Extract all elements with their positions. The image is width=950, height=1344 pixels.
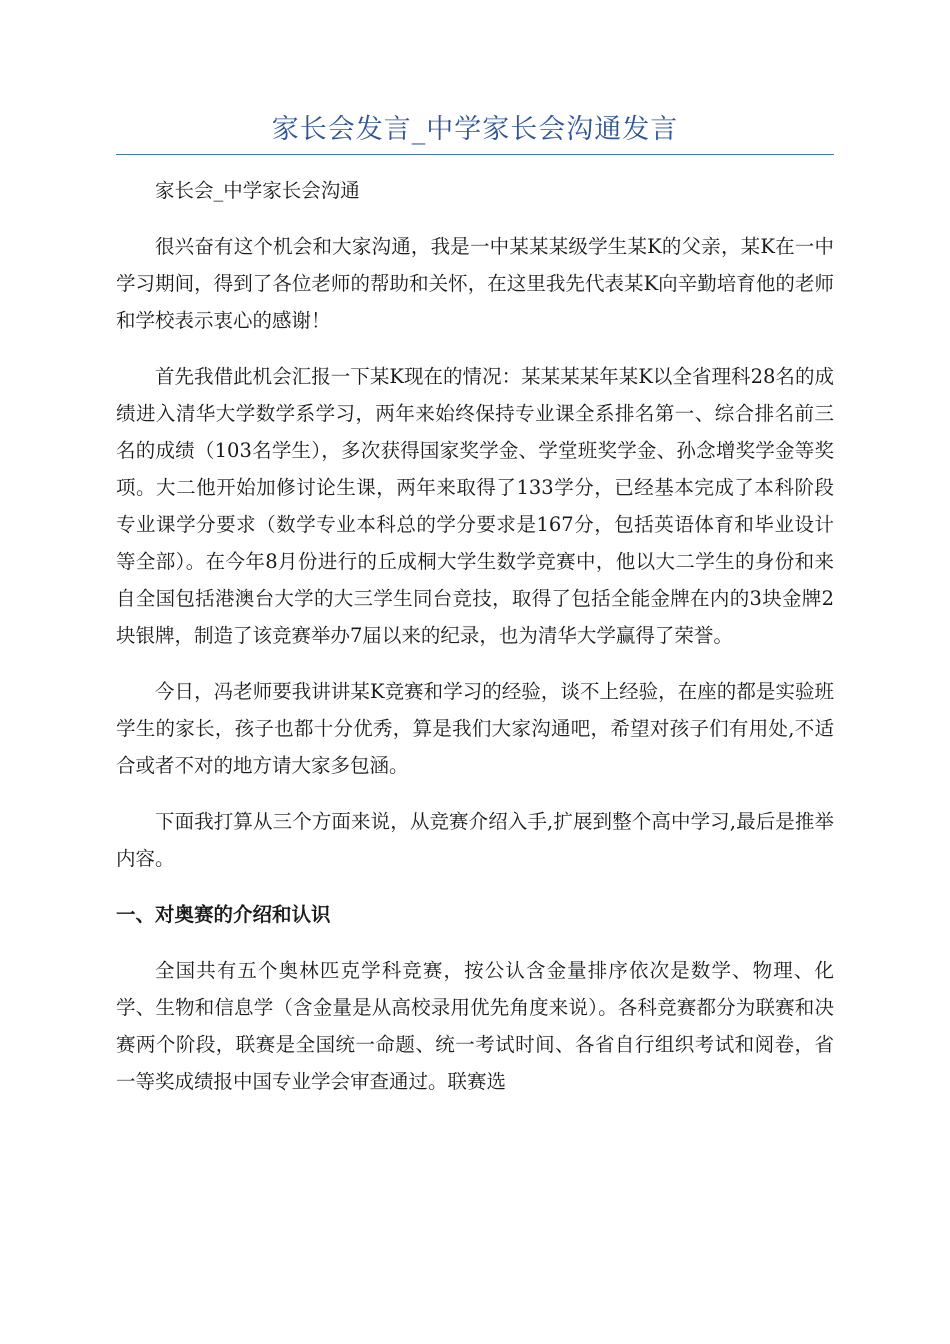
paragraph-experience: 今日，冯老师要我讲讲某K竞赛和学习的经验，谈不上经验，在座的都是实验班学生的家长，孩子也都十分优秀，算是我们大家沟通吧，希望对孩子们有用处,不适合或者不对的地方请大家多包涵。	[116, 680, 834, 777]
section-heading: 一、对奥赛的介绍和认识	[116, 903, 331, 926]
paragraph-subtitle: 家长会_中学家长会沟通	[155, 179, 360, 202]
paragraph-olympiad-intro: 全国共有五个奥林匹克学科竞赛，按公认含金量排序依次是数学、物理、化学、生物和信息学（含金量是从高校录用优先角度来说）。各科竞赛都分为联赛和决赛两个阶段，联赛是全国统一命题、统一考试时间、各省自行组织考试和阅卷，省一等奖成绩报中国专业学会审查通过。联赛选	[116, 959, 834, 1093]
paragraph-greeting: 很兴奋有这个机会和大家沟通，我是一中某某某级学生某K的父亲，某K在一中学习期间，得到了各位老师的帮助和关怀，在这里我先代表某K向辛勤培育他的老师和学校表示衷心的感谢！	[116, 235, 834, 332]
title-underline	[116, 154, 834, 155]
document-title: 家长会发言_中学家长会沟通发言	[271, 114, 679, 145]
paragraph-report: 首先我借此机会汇报一下某K现在的情况：某某某某年某K以全省理科28名的成绩进入清华大学数学系学习，两年来始终保持专业课全系排名第一、综合排名前三名的成绩（103名学生），多次获得国家奖学金、学堂班奖学金、孙念增奖学金等奖项。大二他开始加修讨论生课，两年来取得了133学分，已经基本完成了本科阶段专业课学分要求（数学专业本科总的学分要求是167分，包括英语体育和毕业设计等全部）。在今年8月份进行的丘成桐大学生数学竞赛中，他以大二学生的身份和来自全国包括港澳台大学的大三学生同台竞技，取得了包括全能金牌在内的3块金牌2块银牌，制造了该竞赛举办7届以来的纪录，也为清华大学赢得了荣誉。	[116, 365, 834, 647]
paragraph-outline: 下面我打算从三个方面来说，从竞赛介绍入手,扩展到整个高中学习,最后是推举内容。	[116, 810, 834, 870]
document-body	[116, 172, 834, 1119]
